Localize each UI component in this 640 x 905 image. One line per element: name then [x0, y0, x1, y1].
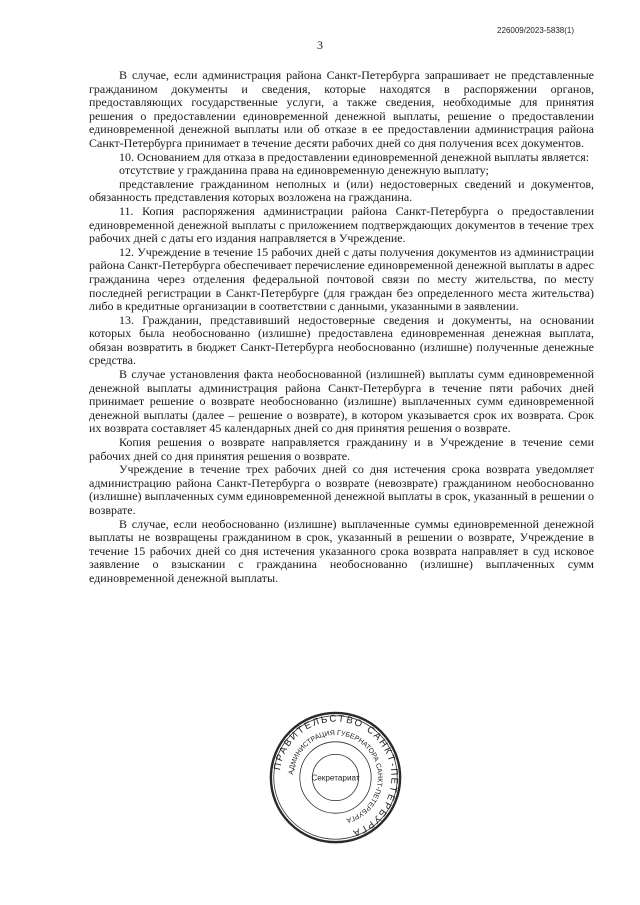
- paragraph: 10. Основанием для отказа в предоставлении единовременной денежной выплаты является:: [119, 149, 590, 164]
- paragraph: представление гражданином неполных и (или) недостоверных сведений и документов, обязанность представления которых возложена на гражданина.: [89, 176, 594, 205]
- stamp-outer-text: ПРАВИТЕЛЬСТВО САНКТ-ПЕТЕРБУРГА: [272, 713, 400, 839]
- document-number: 226009/2023-5838(1): [497, 26, 574, 35]
- paragraph: В случае, если необоснованно (излишне) выплаченные суммы единовременной денежной выплаты не возвращены гражданином в срок, указанный в решении о возврате, Учреждение в течение 15 рабочих дней со дня истечения указанного срока возврата направляет в суд исковое заявление о взыскании с гражданина необоснованно (излишне) выплаченных сумм единовременной денежной выплаты.: [89, 516, 594, 585]
- official-stamp: [268, 710, 403, 845]
- paragraph: 11. Копия распоряжения администрации района Санкт-Петербурга о предоставлении единовременной денежной выплаты с приложением подтверждающих документов в течение трех рабочих дней с даты его издания направляется в Учреждение.: [89, 203, 594, 246]
- paragraph: 13. Гражданин, представивший недостоверные сведения и документы, на основании которых была необоснованно (излишне) предоставлена единовременная денежная выплата, обязан возвратить в бюджет Санкт-Петербурга необоснованно (излишне) полученные денежные средства.: [89, 312, 594, 368]
- paragraph: В случае установления факта необоснованной (излишней) выплаты сумм единовременной денежной выплаты администрация района Санкт-Петербурга в течение пяти рабочих дней принимает решение о возврате необоснованно (излишне) выплаченных сумм единовременной денежной выплаты (далее – решение о возврате), в котором указывается срок их возврата. Срок их возврата составляет 45 календарных дней со дня принятия решения о возврате.: [89, 367, 594, 436]
- paragraph: отсутствие у гражданина права на единовременную денежную выплату;: [119, 163, 489, 178]
- stamp-center-text: Секретариат: [311, 773, 360, 783]
- page-number: 3: [317, 38, 323, 52]
- paragraph: Учреждение в течение трех рабочих дней со дня истечения срока возврата уведомляет администрацию района Санкт-Петербурга о возврате (невозврате) гражданином необоснованно (излишне) выплаченных сумм единовременной денежной выплаты в срок, указанный в решении о возврате.: [89, 462, 594, 517]
- document-body: [89, 69, 594, 586]
- paragraph: 12. Учреждение в течение 15 рабочих дней с даты получения документов из администрации района Санкт-Петербурга обеспечивает перечисление единовременной денежной выплаты в адрес гражданина через отделения федеральной почтовой связи по месту жительства, по месту последней регистрации в Санкт-Петербурге (для граждан без определенного места жительства) либо в кредитные организации в соответствии с данными, указанными в заявлении.: [89, 244, 594, 314]
- paragraph: Копия решения о возврате направляется гражданину и в Учреждение в течение семи рабочих дней со дня принятия решения о возврате.: [89, 435, 594, 463]
- stamp-inner-text: АДМИНИСТРАЦИЯ ГУБЕРНАТОРА САНКТ-ПЕТЕРБУРГА: [288, 730, 383, 824]
- paragraph: В случае, если администрация района Санкт-Петербурга запрашивает не представленные гражданином документы и сведения, которые находятся в распоряжении органов, предоставляющих государственные услуги, а также сведения, необходимые для принятия решения о предоставлении единовременной денежной выплаты, решение о предоставлении единовременной денежной выплаты или об отказе в ее предоставлении администрация района Санкт-Петербурга принимает в течение десяти рабочих дней со дня получения всех документов.: [89, 68, 594, 150]
